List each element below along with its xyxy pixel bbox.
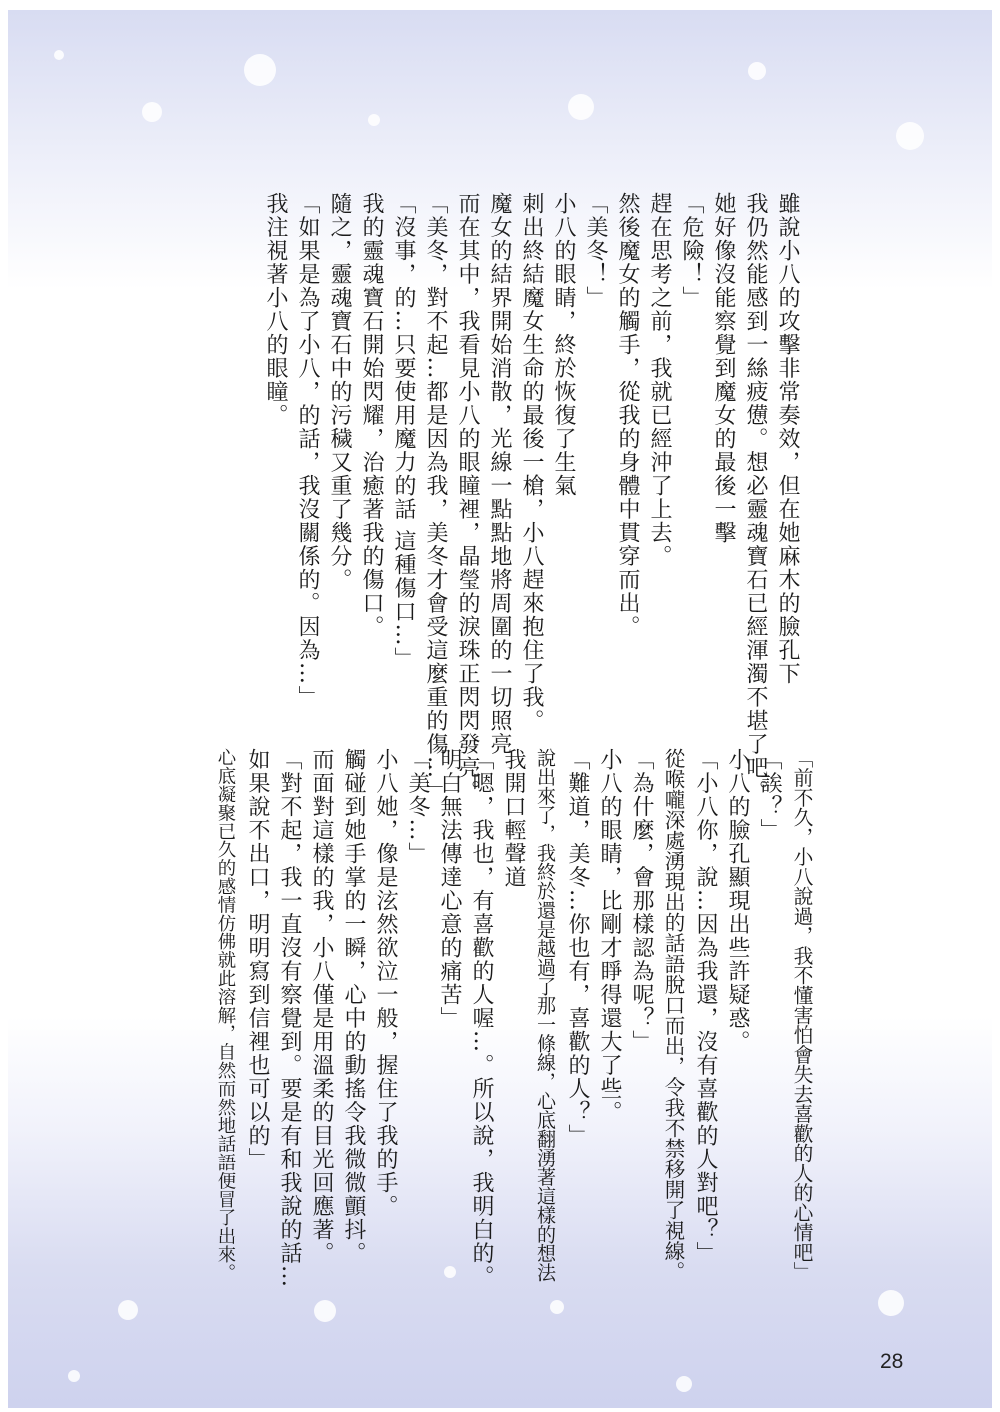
snow-dot [748,62,766,80]
text-column: 明白無法傳達心意的痛苦」 [437,748,462,1030]
text-column: 小八的眼睛，比剛才睜得還大了些。 [597,748,622,1124]
snow-dot [878,1290,904,1316]
book-page [8,10,992,1408]
text-column: 雖說小八的攻擊非常奏效，但在她麻木的臉孔下 [775,192,800,686]
text-column: 「沒事，的…只要使用魔力的話 這種傷口…」 [391,192,416,671]
snow-dot [142,102,162,122]
snow-dot [118,1300,138,1320]
snow-dot [550,1300,564,1314]
page-number: 28 [880,1350,904,1373]
text-column: 而在其中，我看見小八的眼瞳裡，晶瑩的淚珠正閃閃發亮。 [455,192,480,803]
snow-dot [54,50,64,60]
text-column: 「美冬！」 [583,192,608,310]
text-column: 刺出終結魔女生命的最後一槍，小八趕來抱住了我。 [519,192,544,733]
text-column: 「美冬，對不起…都是因為我，美冬才會受這麼重的傷…」 [423,192,448,803]
text-column: 趕在思考之前，我就已經沖了上去。 [647,192,672,568]
text-column: 然後魔女的觸手，從我的身體中貫穿而出。 [615,192,640,639]
text-column: 「如果是為了小八，的話，我沒關係的。因為…」 [295,192,320,709]
text-column: 「誒？」 [757,748,782,842]
text-column: 心底凝聚已久的感情仿佛就此溶解，自然而然地話語便冒了出來。 [215,748,236,1282]
text-column: 「對不起，我一直沒有察覺到。要是有和我說的話… [277,748,302,1289]
text-column: 如果說不出口，明明寫到信裡也可以的」 [245,748,270,1171]
text-column: 「小八你，說…因為我還，沒有喜歡的人對吧？」 [693,748,718,1265]
text-column: 她好像沒能察覺到魔女的最後一擊 [711,192,736,545]
text-column: 小八的眼睛，終於恢復了生氣 [551,192,576,498]
text-column: 我仍然能感到一絲疲憊。想必靈魂寶石已經渾濁不堪了吧。 [743,192,768,803]
text-column: 我的靈魂寶石開始閃耀，治癒著我的傷口。 [359,192,384,639]
text-column: 「危險！」 [679,192,704,310]
text-column: 而面對這樣的我，小八僅是用溫柔的目光回應著。 [309,748,334,1265]
text-column: 「嗯，我也，有喜歡的人喔…。所以說，我明白的。 [469,748,494,1289]
text-column: 說出來了，我終於還是越過了那一條線，心底翻湧著這樣的想法 [534,748,556,1282]
text-column: 隨之，靈魂寶石中的污穢又重了幾分。 [327,192,352,592]
snow-dot [68,1370,80,1382]
text-column: 魔女的結界開始消散，光線一點點地將周圍的一切照亮 [487,192,512,756]
text-column: 「美冬…」 [405,748,430,866]
text-column: 「難道，美冬…你也有，喜歡的人？」 [565,748,590,1148]
text-column: 我注視著小八的眼瞳。 [263,192,288,427]
text-column: 從喉嚨深處湧現出的話語脫口而出，令我不禁移開了視線。 [661,748,685,1282]
snow-dot [568,94,594,120]
text-column: 「前不久，小八說過，我不懂害怕會失去喜歡的人的心情吧」 [790,748,813,1282]
text-column: 小八她，像是泫然欲泣一般，握住了我的手。 [373,748,398,1218]
text-column: 「為什麼，會那樣認為呢？」 [629,748,654,1054]
snow-dot [444,1266,456,1278]
snow-dot [368,114,380,126]
snow-dot [314,1300,336,1322]
text-column: 觸碰到她手掌的一瞬，心中的動搖令我微微顫抖。 [341,748,366,1265]
text-column: 我開口輕聲道 [501,748,526,889]
text-column: 小八的臉孔顯現出些許疑惑。 [725,748,750,1054]
snow-dot [244,54,276,86]
snow-dot [896,122,924,150]
snow-dot [676,1376,692,1392]
